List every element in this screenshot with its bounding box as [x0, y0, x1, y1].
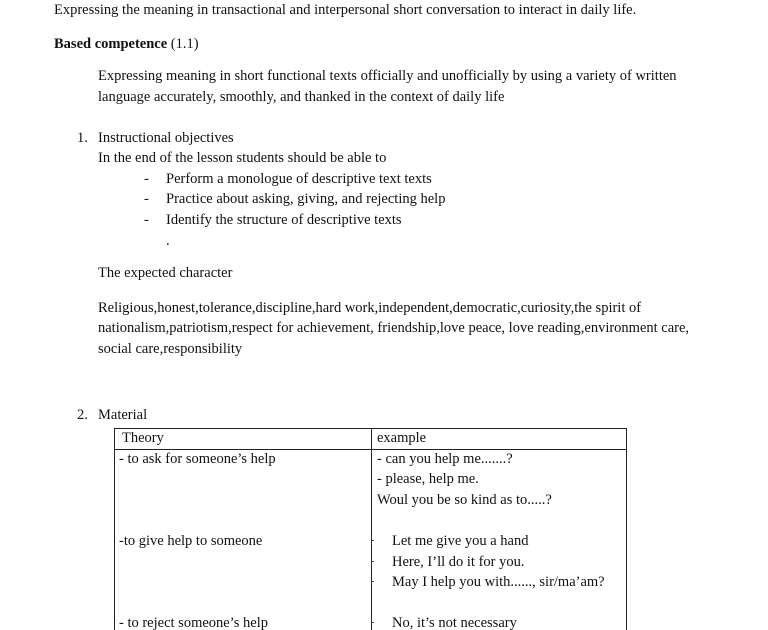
character-line: nationalism,patriotism,respect for achievement, friendship,love peace, love reading,environment care, — [98, 320, 690, 336]
objectives-title: Instructional objectives — [98, 130, 234, 146]
objectives-number: 1. — [77, 130, 88, 146]
objective-item: Identify the structure of descriptive texts — [166, 212, 402, 228]
objectives-intro: In the end of the lesson students should be able to — [98, 150, 387, 166]
competence-code: (1.1) — [170, 36, 199, 52]
bullet-tick — [371, 622, 374, 623]
header-example: example — [377, 430, 427, 446]
example-cell: Let me give you a hand — [392, 533, 529, 549]
example-cell: Here, I’ll do it for you. — [392, 554, 525, 570]
bullet-tick — [371, 540, 374, 541]
theory-cell: - to reject someone’s help — [119, 615, 268, 630]
objective-item: Perform a monologue of descriptive text texts — [166, 171, 432, 187]
competence-heading — [54, 35, 199, 53]
header-theory: Theory — [122, 430, 164, 446]
character-title: The expected character — [98, 265, 233, 281]
bullet-dash: - — [144, 191, 149, 207]
material-title: Material — [98, 407, 148, 423]
example-cell: May I help you with......, sir/ma’am? — [392, 574, 605, 590]
objective-item: Practice about asking, giving, and rejecting help — [166, 191, 446, 207]
example-cell: No, it’s not necessary — [392, 615, 517, 630]
stray-dot: . — [166, 233, 170, 249]
character-line: social care,responsibility — [98, 341, 243, 357]
theory-cell: -to give help to someone — [119, 533, 263, 549]
bullet-tick — [371, 561, 374, 562]
competence-line: language accurately, smoothly, and thanked in the context of daily life — [98, 89, 505, 105]
bullet-tick — [371, 581, 374, 582]
character-line: Religious,honest,tolerance,discipline,hard work,independent,democratic,curiosity,the spirit of — [98, 300, 642, 316]
example-cell: - please, help me. — [377, 471, 479, 487]
theory-cell: - to ask for someone’s help — [119, 451, 276, 467]
material-number: 2. — [77, 407, 88, 423]
material-table — [114, 428, 627, 630]
column-divider — [371, 429, 372, 630]
bullet-dash: - — [144, 212, 149, 228]
competence-line: Expressing meaning in short functional texts officially and unofficially by using a variety of written — [98, 68, 677, 84]
standard-text: Expressing the meaning in transactional and interpersonal short conversation to interact in daily life. — [54, 2, 637, 18]
example-cell: - can you help me.......? — [377, 451, 513, 467]
example-cell: Woul you be so kind as to.....? — [377, 492, 552, 508]
competence-label: Based competence — [54, 36, 168, 52]
bullet-dash: - — [144, 171, 149, 187]
